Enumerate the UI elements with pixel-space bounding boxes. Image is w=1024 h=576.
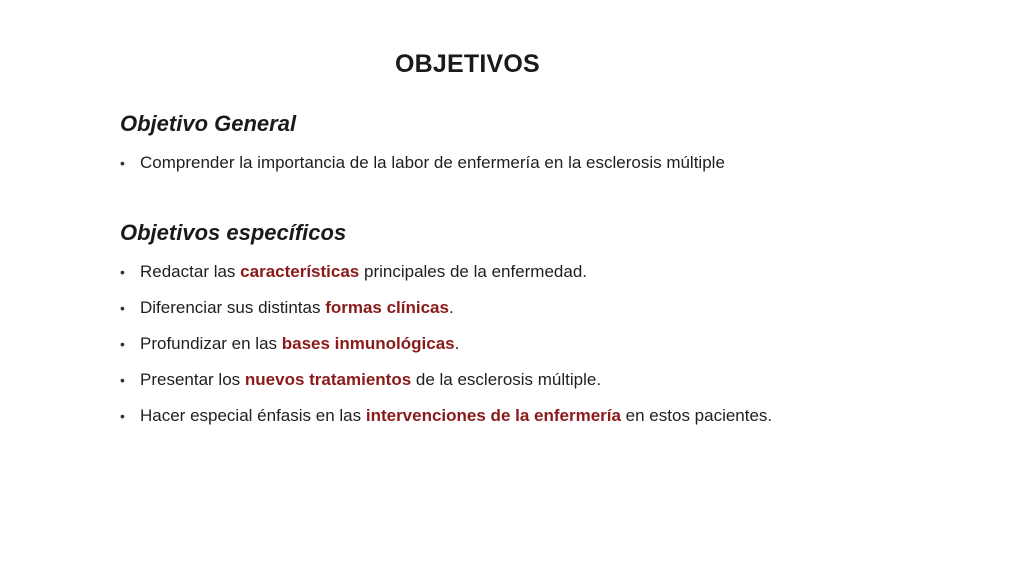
item-text-pre: Presentar los <box>140 370 245 389</box>
specific-objectives-heading: Objetivos específicos <box>120 220 347 245</box>
item-text-post: . <box>454 334 460 353</box>
list-item <box>118 296 772 320</box>
list-item <box>118 332 772 356</box>
bullet-dot-icon: • <box>120 408 125 424</box>
bullet-dot-icon: • <box>120 264 125 280</box>
bullet-dot-icon: • <box>120 155 125 171</box>
item-text-highlight: características <box>240 262 360 281</box>
item-text-pre: Hacer especial énfasis en las <box>140 406 366 425</box>
general-objective-text: Comprender la importancia de la labor de enfermería en la esclerosis múltiple <box>140 153 725 172</box>
specific-objectives-list <box>118 260 772 440</box>
item-text-post: principales de la enfermedad. <box>359 262 588 281</box>
list-item <box>118 151 725 175</box>
slide-title: OBJETIVOS <box>395 50 540 78</box>
item-text-pre: Diferenciar sus distintas <box>140 298 326 317</box>
bullet-dot-icon: • <box>120 300 125 316</box>
bullet-dot-icon: • <box>120 372 125 388</box>
general-objective-heading: Objetivo General <box>120 111 297 136</box>
item-text-post: . <box>448 298 454 317</box>
item-text-highlight: intervenciones de la enfermería <box>365 406 621 425</box>
item-text-post: en estos pacientes. <box>620 406 773 425</box>
item-text-pre: Redactar las <box>140 262 241 281</box>
item-text-pre: Profundizar en las <box>140 334 282 353</box>
item-text-highlight: nuevos tratamientos <box>244 370 412 389</box>
general-objective-list <box>118 151 725 175</box>
item-text-highlight: bases inmunológicas <box>281 334 455 353</box>
item-text-post: de la esclerosis múltiple. <box>411 370 602 389</box>
item-text-highlight: formas clínicas <box>325 298 449 317</box>
list-item <box>118 404 772 428</box>
list-item <box>118 368 772 392</box>
bullet-dot-icon: • <box>120 336 125 352</box>
list-item <box>118 260 772 284</box>
